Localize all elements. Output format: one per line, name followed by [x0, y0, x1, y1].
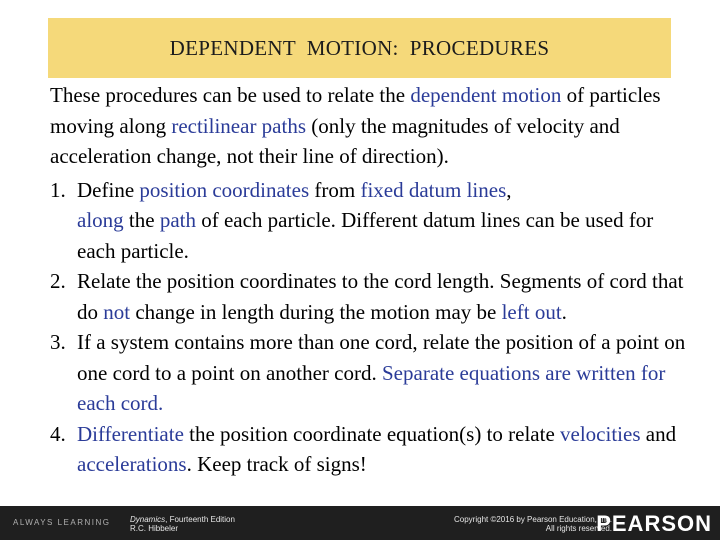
- procedure-step-2: [50, 266, 690, 327]
- step-term: Separate equations are written for each cord.: [77, 360, 666, 415]
- procedure-step-3: [50, 327, 690, 419]
- book-author: R.C. Hibbeler: [130, 524, 179, 533]
- copyright-notice: [454, 515, 612, 533]
- page-title: DEPENDENT MOTION: PROCEDURES: [169, 35, 550, 60]
- step-text: Relate the position coordinates to the cord length. Segments of cord that do: [77, 269, 684, 324]
- step-text: from: [309, 177, 361, 202]
- step-text: . Keep track of signs!: [186, 452, 367, 476]
- step-term: Differentiate: [77, 421, 184, 446]
- copyright-line-1: Copyright ©2016 by Pearson Education, Inc.: [454, 515, 612, 524]
- intro-term: rectilinear paths: [171, 113, 307, 138]
- step-term: along: [77, 208, 124, 232]
- step-number: 4.: [50, 421, 66, 446]
- step-text: the: [123, 208, 160, 232]
- step-text: and: [640, 421, 677, 446]
- step-number: 3.: [50, 330, 66, 354]
- intro-text: (only the magnitudes of velocity and acceleration change, not their line of direction).: [50, 113, 620, 168]
- intro-term: dependent motion: [410, 83, 562, 107]
- procedure-list: [50, 175, 690, 480]
- procedure-step-1: [50, 175, 690, 267]
- book-title: Dynamics: [130, 515, 166, 524]
- step-number: 2.: [50, 269, 66, 293]
- step-text: the position coordinate equation(s) to relate: [183, 421, 561, 446]
- always-learning-logo: ALWAYS LEARNING: [13, 518, 111, 527]
- footer-bar: [0, 506, 720, 540]
- intro-paragraph: [50, 80, 690, 172]
- title-banner: [48, 18, 671, 78]
- step-number: 1.: [50, 177, 66, 202]
- book-edition: , Fourteenth Edition: [165, 515, 235, 524]
- step-text: .: [561, 299, 567, 324]
- step-text: of each particle. Different datum lines can be used for each particle.: [77, 208, 654, 263]
- pearson-logo: PEARSON: [596, 511, 712, 536]
- procedure-step-4: [50, 419, 690, 480]
- intro-text: of particles moving along: [50, 83, 661, 138]
- step-text: ,: [506, 177, 512, 202]
- step-text: change in length during the motion may be: [130, 299, 502, 324]
- step-text: Define: [77, 177, 140, 202]
- step-term: left out: [501, 299, 562, 324]
- step-term: position coordinates: [139, 177, 310, 202]
- step-term: accelerations: [77, 452, 187, 476]
- step-term: path: [159, 208, 196, 232]
- step-term: fixed datum lines: [360, 177, 507, 202]
- intro-text: These procedures can be used to relate the: [50, 83, 411, 107]
- copyright-line-2: All rights reserved.: [545, 524, 612, 533]
- step-term: velocities: [560, 421, 641, 446]
- step-text: If a system contains more than one cord, relate the position of a point on one cord to a point on another cord.: [77, 330, 686, 385]
- slide-body: [50, 80, 690, 480]
- step-term: not: [103, 299, 131, 324]
- book-citation: [130, 515, 235, 533]
